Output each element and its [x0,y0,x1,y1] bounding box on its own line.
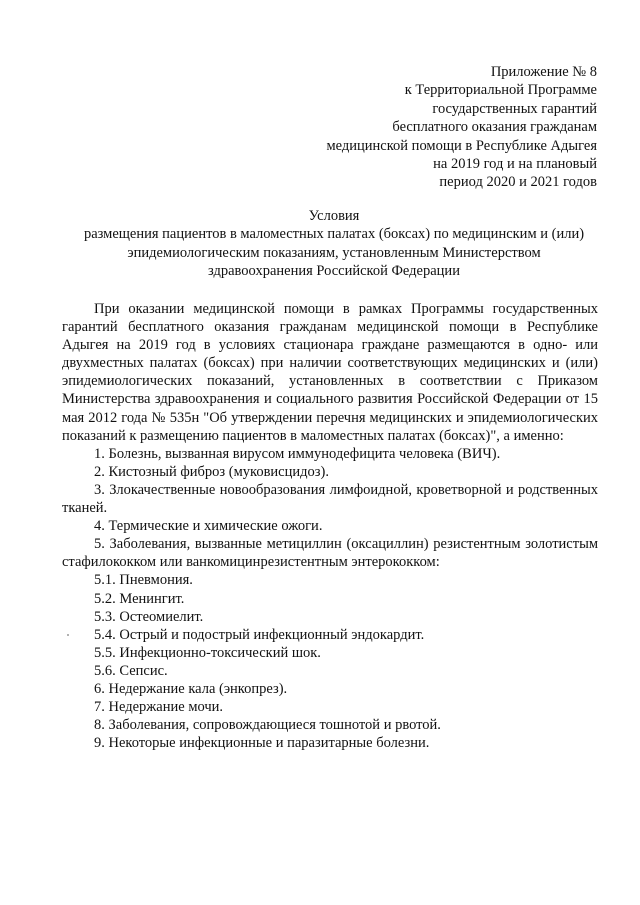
list-item: 6. Недержание кала (энкопрез). [94,680,288,697]
list-item: 9. Некоторые инфекционные и паразитарные болезни. [94,735,430,752]
sub-list-item: 5.3. Остеомиелит. [94,608,204,625]
title-heading: Условия [308,208,360,224]
annex-line: бесплатного оказания гражданам [392,119,597,136]
list-item: 1. Болезнь, вызванная вирусом иммунодефицита человека (ВИЧ). [94,445,501,462]
scan-speck [67,634,69,636]
annex-line: к Территориальной Программе [404,82,597,99]
annex-line: Приложение № 8 [490,64,597,80]
list-item: 4. Термические и химические ожоги. [94,518,323,535]
annex-line: на 2019 год и на плановый [433,156,597,173]
document-body [62,300,598,752]
document-title [48,207,620,281]
annex-line: период 2020 и 2021 годов [439,174,597,191]
sub-list-item: 5.2. Менингит. [94,590,185,607]
sub-list-item: 5.4. Острый и подострый инфекционный эндокардит. [94,626,425,643]
list-item: 2. Кистозный фиброз (муковисцидоз). [94,463,329,480]
sub-list-item: 5.5. Инфекционно-токсический шок. [94,644,321,661]
annex-header [277,63,597,192]
list-item: 5. Заболевания, вызванные метициллин (оксациллин) резистентным золотистым стафилококком или ванкомицинрезистентным энтерококком: [62,536,598,571]
list-item: 7. Недержание мочи. [94,699,224,716]
annex-line: медицинской помощи в Республике Адыгея [326,137,597,154]
list-item: 3. Злокачественные новообразования лимфоидной, кроветворной и родственных тканей. [62,481,598,517]
title-line: размещения пациентов в маломестных палатах (боксах) по медицинским и (или) [83,226,585,243]
intro-paragraph: При оказании медицинской помощи в рамках Программы государственных гарантий бесплатного оказания гражданам медицинской помощи в Республике Адыгея на 2019 год в условиях стационара граждане размещаются в одно- или двухместных палатах (боксах) при наличии соответствующих медицинских и (или) эпидемиологических показаний, установленных в соответствии с Приказом Министерства здравоохранения и социального развития Российской Федерации от 15 мая 2012 года № 535н "Об утверждении перечня медицинских и эпидемиологических показаний к размещению пациентов в маломестных палатах (боксах)", а именно: [62,301,598,444]
title-line: здравоохранения Российской Федерации [208,263,460,280]
sub-list-item: 5.1. Пневмония. [94,572,193,589]
annex-line: государственных гарантий [432,100,597,117]
list-item: 8. Заболевания, сопровождающиеся тошнотой и рвотой. [94,717,441,734]
title-line: эпидемиологическим показаниям, установленным Министерством [127,244,541,261]
sub-list-item: 5.6. Сепсис. [94,662,168,679]
